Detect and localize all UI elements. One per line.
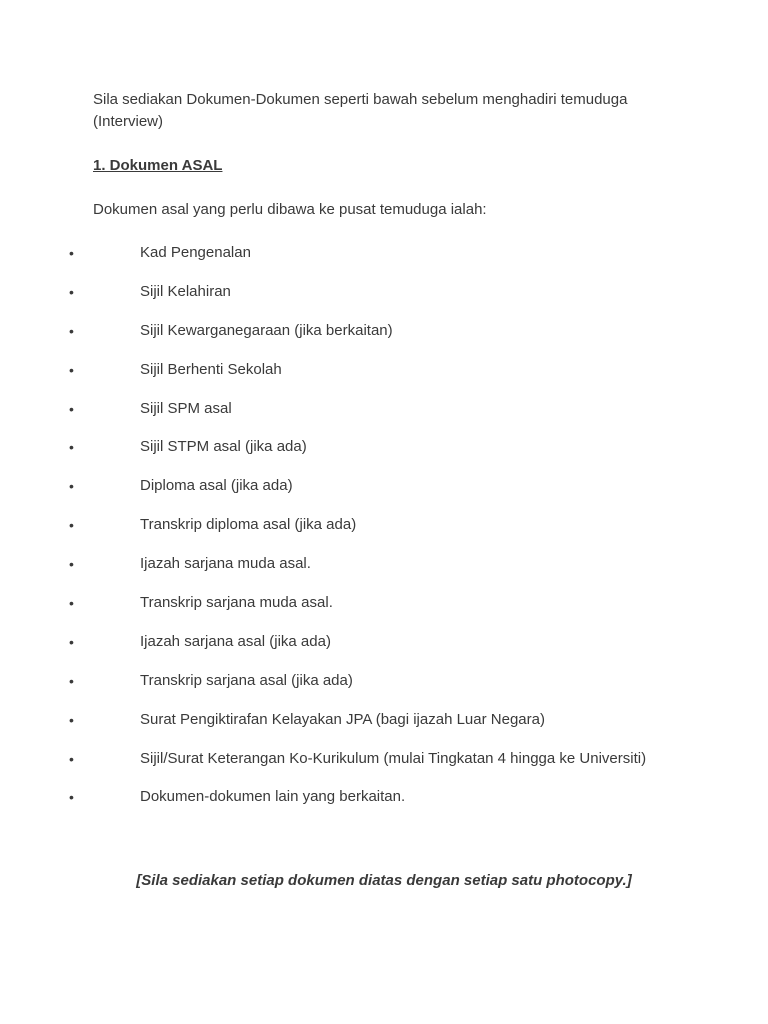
photocopy-note: [Sila sediakan setiap dokumen diatas dengan setiap satu photocopy.] — [136, 872, 632, 889]
bullet-icon: • — [69, 517, 74, 534]
list-item — [0, 321, 768, 360]
list-item-text: Surat Pengiktirafan Kelayakan JPA (bagi ijazah Luar Negara) — [140, 710, 545, 728]
list-item-text: Kad Pengenalan — [140, 244, 251, 261]
list-item-text: Sijil Berhenti Sekolah — [140, 360, 282, 378]
list-item-text: Sijil Kelahiran — [140, 282, 231, 300]
list-item — [0, 593, 768, 632]
bullet-icon: • — [69, 439, 74, 456]
list-item — [0, 360, 768, 399]
bullet-icon: • — [69, 283, 74, 300]
bullet-icon: • — [69, 672, 74, 689]
bullet-icon: • — [69, 478, 74, 495]
list-item-text: Diploma asal (jika ada) — [140, 477, 293, 495]
list-item — [0, 243, 768, 282]
section-heading: 1. Dokumen ASAL — [93, 157, 223, 174]
bullet-icon: • — [69, 245, 74, 261]
list-item-text: Transkrip diploma asal (jika ada) — [140, 516, 357, 534]
bullet-icon: • — [69, 633, 74, 650]
list-item — [0, 749, 768, 788]
list-item — [0, 282, 768, 321]
bullet-icon: • — [69, 400, 74, 417]
list-item — [0, 437, 768, 476]
bullet-icon: • — [69, 789, 74, 806]
intro-paragraph: Sila sediakan Dokumen-Dokumen seperti bawah sebelum menghadiri temuduga (Interview) — [93, 91, 628, 130]
lead-paragraph: Dokumen asal yang perlu dibawa ke pusat temuduga ialah: — [93, 201, 487, 218]
document-list — [0, 243, 768, 826]
list-item-text: Ijazah sarjana asal (jika ada) — [140, 632, 331, 650]
list-item-text: Ijazah sarjana muda asal. — [140, 555, 311, 573]
bullet-icon: • — [69, 595, 74, 612]
list-item-text: Sijil Kewarganegaraan (jika berkaitan) — [140, 321, 393, 339]
list-item-text: Sijil STPM asal (jika ada) — [140, 438, 307, 456]
bullet-icon: • — [69, 322, 74, 339]
bullet-icon: • — [69, 711, 74, 728]
list-item — [0, 710, 768, 749]
bullet-icon: • — [69, 750, 74, 767]
list-item — [0, 515, 768, 554]
bullet-icon: • — [69, 556, 74, 573]
list-item — [0, 671, 768, 710]
list-item-text: Dokumen-dokumen lain yang berkaitan. — [140, 788, 406, 806]
list-item-text: Sijil SPM asal — [140, 399, 232, 417]
list-item — [0, 554, 768, 593]
list-item — [0, 399, 768, 438]
bullet-icon: • — [69, 361, 74, 378]
list-item-text: Transkrip sarjana asal (jika ada) — [140, 671, 353, 689]
list-item — [0, 476, 768, 515]
list-item — [0, 787, 768, 826]
list-item — [0, 632, 768, 671]
list-item-text: Sijil/Surat Keterangan Ko-Kurikulum (mulai Tingkatan 4 hingga ke Universiti) — [140, 749, 647, 767]
list-item-text: Transkrip sarjana muda asal. — [140, 594, 333, 612]
